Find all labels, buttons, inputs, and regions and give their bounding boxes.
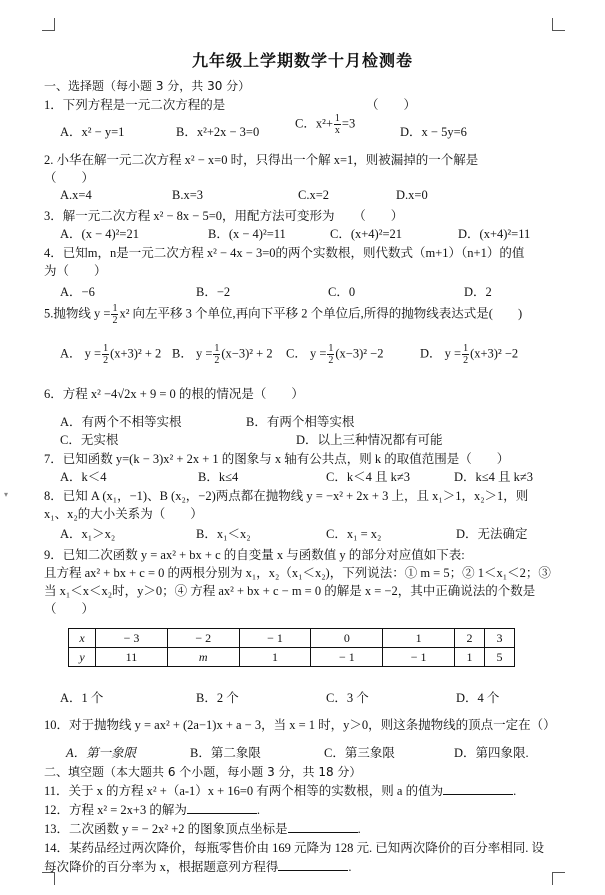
q4-stem-cont: 为（ ）: [44, 264, 107, 278]
q6-option-b: B．有两个相等实根: [246, 415, 355, 429]
table-cell: − 3: [96, 629, 168, 648]
q5-b-denominator: 2: [214, 355, 220, 366]
table-cell: − 1: [311, 648, 383, 667]
q8-option-c: C．x₁ = x₂: [326, 527, 382, 541]
q5-option-c-prefix: C． y =: [286, 346, 327, 361]
q5-option-d-prefix: D． y =: [420, 346, 462, 361]
q5-option-d: [420, 343, 518, 366]
q4-option-b: B．−2: [196, 285, 231, 299]
q2-option-a: A.x=4: [60, 188, 92, 202]
q5-d-denominator: 2: [463, 355, 469, 366]
q1-option-b: B．x²+2x − 3=0: [176, 125, 260, 139]
q10-option-c: C．第三象限: [324, 746, 395, 760]
q7-option-c: C．k＜4 且 k≠3: [326, 470, 410, 484]
table-cell: 0: [311, 629, 383, 648]
table-cell: 2: [455, 629, 485, 648]
q9-stem-line2: 且方程 ax² + bx + c = 0 的两根分别为 x₁，x₂（x₁＜x₂)，下列说法：① m = 5；② 1＜x₁＜2；③: [44, 566, 551, 580]
q5-a-numerator: 1: [103, 343, 109, 354]
q1-option-a: A．x² − y=1: [60, 125, 125, 139]
q12-text: 12．方程 x² = 2x+3 的解为: [44, 803, 187, 817]
q5-stem: [44, 303, 522, 326]
q1-fraction-numerator: 1: [334, 113, 340, 124]
q5-fraction-denominator: 2: [112, 315, 118, 326]
q9-stem-line4: （ ）: [44, 602, 95, 616]
q6-option-c: C．无实根: [60, 433, 119, 447]
table-cell: − 2: [167, 629, 239, 648]
table-cell: y: [69, 648, 96, 667]
q13-answer-blank[interactable]: [288, 822, 358, 833]
q5-option-b: [172, 343, 273, 366]
q11-answer-blank[interactable]: [443, 784, 513, 795]
q3-option-d: D．(x+4)²=11: [458, 227, 531, 241]
q13-stem: 13．二次函数 y = − 2x² +2 的图象顶点坐标是 .: [44, 822, 361, 836]
q8-option-a: A．x₁＞x₂: [60, 527, 116, 541]
q7-option-b: B．k≤4: [198, 470, 239, 484]
q8-option-b: B．x₁＜x₂: [196, 527, 251, 541]
q7-option-a: A．k＜4: [60, 470, 107, 484]
table-cell: m: [167, 648, 239, 667]
table-cell: − 1: [239, 629, 311, 648]
q5-fraction: [111, 303, 118, 326]
q1-fraction-denominator: x: [334, 125, 340, 136]
q1-option-c: [295, 113, 355, 136]
q5-option-c-suffix: (x−3)² −2: [335, 346, 384, 361]
q6-option-a: A．有两个不相等实根: [60, 415, 182, 429]
table-cell: 1: [455, 648, 485, 667]
q5-option-c: [286, 343, 383, 366]
table-cell: 1: [239, 648, 311, 667]
q14-text: 每次降价的百分率为 x，根据题意列方程得: [44, 860, 279, 874]
q5-stem-prefix: 5.抛物线 y =: [44, 306, 111, 321]
q5-a-denominator: 2: [103, 355, 109, 366]
page-title: 九年级上学期数学十月检测卷: [191, 51, 413, 70]
section-fill-heading: 二、填空题（本大题共 6 个小题，每小题 3 分，共 18 分）: [44, 765, 362, 779]
q9-option-c: C．3 个: [326, 691, 369, 705]
table-cell: − 1: [383, 648, 455, 667]
q4-option-d: D．2: [464, 285, 492, 299]
q9-option-d: D．4 个: [456, 691, 500, 705]
section-choice-heading: 一、选择题（每小题 3 分，共 30 分）: [44, 79, 251, 93]
q10-option-a: A．第一象限: [66, 746, 137, 760]
margin-arrow-icon: ▾: [4, 490, 9, 499]
q1-option-c-prefix: C．x²+: [295, 116, 333, 131]
q14-answer-blank[interactable]: [278, 860, 348, 871]
q5-option-a: [60, 343, 161, 366]
table-cell: 3: [484, 629, 514, 648]
q2-stem-cont: （ ）: [44, 171, 95, 185]
q5-d-numerator: 1: [463, 343, 469, 354]
q4-stem: 4．已知m，n是一元二次方程 x² − 4x − 3=0的两个实数根，则代数式（m+1）（n+1）的值: [44, 246, 525, 260]
q13-text: 13．二次函数 y = − 2x² +2 的图象顶点坐标是: [44, 822, 288, 836]
q5-a-fraction: [102, 343, 109, 366]
table-cell: x: [69, 629, 96, 648]
q5-b-numerator: 1: [214, 343, 220, 354]
q11-stem: 11．关于 x 的方程 x² +（a-1）x + 16=0 有两个相等的实数根，则 a 的值为 .: [44, 784, 517, 798]
q7-option-d: D．k≤4 且 k≠3: [454, 470, 533, 484]
table-cell: 5: [484, 648, 514, 667]
q1-stem: 1．下列方程是一元二次方程的是: [44, 98, 226, 112]
q4-option-c: C．0: [328, 285, 356, 299]
q5-b-fraction: [213, 343, 220, 366]
q5-c-denominator: 2: [328, 355, 334, 366]
q8-stem: 8．已知 A (x₁，−1)、B (x₂，−2)两点都在抛物线 y = −x² + 2x + 3 上，且 x₁＞1，x₂＞1，则: [44, 489, 529, 503]
table-cell: 1: [383, 629, 455, 648]
q12-stem: 12．方程 x² = 2x+3 的解为 .: [44, 803, 260, 817]
q2-option-c: C.x=2: [298, 188, 330, 202]
q1-option-c-suffix: =3: [341, 116, 356, 131]
q14-stem: 14．某药品经过两次降价，每瓶零售价由 169 元降为 128 元. 已知两次降价的百分率相同. 设: [44, 841, 545, 855]
q9-option-b: B．2 个: [196, 691, 239, 705]
q2-option-d: D.x=0: [396, 188, 428, 202]
q5-c-numerator: 1: [328, 343, 334, 354]
table-row-y: [69, 648, 515, 667]
q11-text: 11．关于 x 的方程 x² +（a-1）x + 16=0 有两个相等的实数根，则 a 的值为: [44, 784, 444, 798]
corner-mark-top-right: [552, 18, 565, 31]
q4-option-a: A．−6: [60, 285, 95, 299]
q9-option-a: A．1 个: [60, 691, 104, 705]
q5-d-fraction: [462, 343, 469, 366]
q5-option-d-suffix: (x+3)² −2: [470, 346, 519, 361]
q9-stem-line3: 当 x₁＜x＜x₂时，y＞0；④ 方程 ax² + bx + c − m = 0 的解是 x = −2，其中正确说法的个数是: [44, 584, 536, 598]
q1-option-d: D．x − 5y=6: [400, 125, 467, 139]
q3-option-a: A．(x − 4)²=21: [60, 227, 139, 241]
q5-option-b-suffix: (x−3)² + 2: [221, 346, 273, 361]
q3-option-c: C．(x+4)²=21: [330, 227, 403, 241]
q9-stem: 9．已知二次函数 y = ax² + bx + c 的自变量 x 与函数值 y 的部分对应值如下表:: [44, 548, 465, 562]
q5-option-b-prefix: B． y =: [172, 346, 213, 361]
q5-fraction-numerator: 1: [112, 303, 118, 314]
table-row-x: [69, 629, 515, 648]
q5-option-a-prefix: A． y =: [60, 346, 102, 361]
q10-option-b: B．第二象限: [190, 746, 261, 760]
q5-stem-suffix: x² 向左平移 3 个单位,再向下平移 2 个单位后,所得的抛物线表达式是( ): [119, 306, 523, 321]
q5-c-fraction: [327, 343, 334, 366]
q5-option-a-suffix: (x+3)² + 2: [110, 346, 162, 361]
q2-option-b: B.x=3: [172, 188, 204, 202]
q12-answer-blank[interactable]: [187, 803, 257, 814]
value-table: [68, 628, 515, 667]
q1-fraction: [334, 113, 341, 136]
q8-option-d: D．无法确定: [456, 527, 528, 541]
q3-option-b: B．(x − 4)²=11: [208, 227, 286, 241]
q3-stem: 3．解一元二次方程 x² − 8x − 5=0，用配方法可变形为 （ ）: [44, 209, 404, 223]
q14-stem-cont: 每次降价的百分率为 x，根据题意列方程得 .: [44, 860, 352, 874]
q10-option-d: D．第四象限.: [454, 746, 529, 760]
q7-stem: 7．已知函数 y=(k − 3)x² + 2x + 1 的图象与 x 轴有公共点，则 k 的取值范围是（ ）: [44, 452, 510, 466]
q2-stem: 2. 小华在解一元二次方程 x² − x=0 时，只得出一个解 x=1，则被漏掉的一个解是: [44, 153, 479, 167]
q6-option-d: D．以上三种情况都有可能: [296, 433, 443, 447]
q10-stem: 10．对于抛物线 y = ax² + (2a−1)x + a − 3，当 x = 1 时，y＞0，则这条抛物线的顶点一定在（）: [44, 718, 556, 732]
q6-stem: 6．方程 x² −4√2x + 9 = 0 的根的情况是（ ）: [44, 387, 304, 401]
corner-mark-bottom-right: [552, 872, 565, 885]
table-cell: 11: [96, 648, 168, 667]
q8-stem-cont: x₁、x₂的大小关系为（ ）: [44, 507, 203, 521]
q1-paren: （ ）: [366, 98, 417, 112]
corner-mark-top-left: [42, 18, 55, 31]
